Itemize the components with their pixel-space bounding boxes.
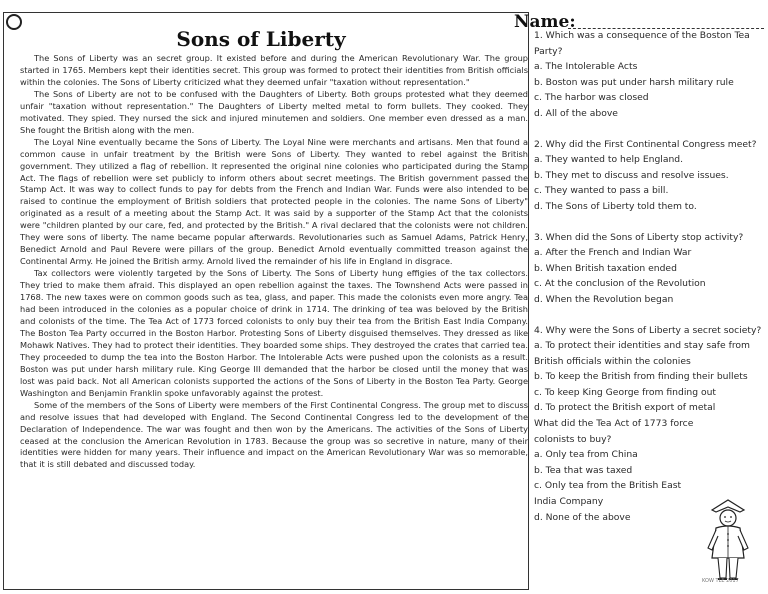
answer-choice[interactable]: a. They wanted to help England. [534, 154, 684, 166]
passage-paragraph: The Loyal Nine eventually became the Sons of Liberty. The Loyal Nine were merchants and artisans. Men that found a common cause in unfair treatment by the British were Sons of Liberty. They wanted to rebel against the British government. They utilized a flag of rebellion. It represented the original nine colonies who participated during the Stamp Act. The flags of rebellion were set publicly to inform others about secret meetings. The British government passed the Stamp Act. It was way to collect funds to pay for debts from the French and Indian War. Funds were also intended to be raised to continue the employment of British soldiers that protected people in the colonies. The name Sons of Liberty" originated as a result of a meeting about the Stamp Act. It was said by a supporter of the Stamp Act that the colonists were "children planted by our care, fed, and protected by the British." A rival declared that the colonists were not children. They were sons of liberty. The name became popular afterwards. Revolutionaries such as Samuel Adams, Patrick Henry, Benedict Arnold and Paul Revere were pillars of the group. Benedict Arnold eventually committed treason against the Continental Army. He joined the British army. Arnold lived the remainder of his life in England in disgrace. [20, 136, 528, 267]
question-5 [534, 416, 702, 525]
name-label: Name: [514, 12, 576, 32]
answer-choice[interactable]: b. Tea that was taxed [534, 464, 633, 476]
illustration-credit: KOW TLE 2017 [702, 578, 739, 584]
question-prompt: What did the Tea Act of 1773 force colonists to buy? [534, 418, 694, 445]
question-prompt: 1. Which was a consequence of the Boston Tea Party? [534, 30, 750, 57]
answer-choice[interactable]: b. They met to discuss and resolve issues. [534, 169, 729, 181]
question-prompt: 4. Why were the Sons of Liberty a secret society? [534, 324, 762, 336]
passage-paragraph: Some of the members of the Sons of Liberty were members of the First Continental Congress. The group met to discuss and resolve issues that had developed with England. The Second Continental Congress led to the development of the Declaration of Independence. The war was fought and then won by the Americans. The activities of the Sons of Liberty ceased at the conclusion the American Revolution in 1783. Because the group was so secretive in nature, many of their identities were hidden for many years. Their influence and impact on the American Revolutionary War was so memorable, that it is still debated and discussed today. [20, 399, 528, 470]
reading-passage-box [3, 12, 529, 590]
passage-paragraph: The Sons of Liberty was an secret group. It existed before and during the American Revolutionary War. The group started in 1765. Members kept their identities secret. This group was formed to protect their identities from British officials within the colonies. The Sons of Liberty criticized what they deemed unfair "taxation without representation." [20, 53, 528, 87]
answer-choice[interactable]: d. The Sons of Liberty told them to. [534, 200, 697, 212]
answer-choice[interactable]: c. To keep King George from finding out [534, 386, 717, 398]
question-2 [534, 137, 766, 215]
answer-choice[interactable]: c. The harbor was closed [534, 92, 649, 104]
passage-paragraph: The Sons of Liberty are not to be confused with the Daughters of Liberty. Both groups protested what they deemed unfair "taxation without representation." The Daughters of Liberty melted metal to form bullets. They cooked. They motivated. They spied. They nursed the sick and injured minutemen and soldiers. One member even dressed as a man. She fought the British along with the men. [20, 88, 528, 135]
answer-choice[interactable]: b. Boston was put under harsh military rule [534, 76, 734, 88]
answer-choice[interactable]: b. To keep the British from finding their bullets [534, 371, 748, 383]
answer-choice[interactable]: a. To protect their identities and stay safe from British officials within the colonies [534, 340, 750, 367]
answer-choice[interactable]: c. Only tea from the British East India Company [534, 480, 682, 508]
answer-choice[interactable]: a. After the French and Indian War [534, 247, 692, 259]
answer-choice[interactable]: b. When British taxation ended [534, 262, 677, 274]
question-prompt: 3. When did the Sons of Liberty stop activity? [534, 231, 744, 243]
answer-choice[interactable]: c. At the conclusion of the Revolution [534, 278, 706, 290]
hole-punch-circle-icon [6, 14, 22, 30]
answer-choice[interactable]: d. To protect the British export of metal [534, 402, 716, 414]
question-4 [534, 323, 766, 417]
colonial-man-illustration [700, 492, 756, 584]
question-1 [534, 28, 766, 122]
answer-choice[interactable]: d. All of the above [534, 107, 618, 119]
passage-paragraph: Tax collectors were violently targeted by the Sons of Liberty. The Sons of Liberty hung effigies of the tax collectors. They tried to make them afraid. This displayed an open rebellion against the taxes. The Townshend Acts were passed in 1768. The new taxes were on common goods such as tea, glass, and paper. This made the colonists even more angry. Tea had been introduced in the colonies as a popular choice of drink in 1714. The drinking of tea was beloved by the British and colonists of the time. The Tea Act of 1773 forced colonists to only buy their tea from the British East India Company. The Boston Tea Party occurred in the Boston Harbor. Protesting Sons of Liberty disguised themselves. They dressed as like Mohawk Natives. They had to protect their identities. They boarded some ships. They destroyed the crates that carried tea. They proceeded to dump the tea into the Boston Harbor. The Intolerable Acts were pushed upon the colonists as a result. Boston was put under harsh military rule. King George III demanded that the harbor be closed until the money that was lost was paid back. Not all American colonists supported the actions of the Sons of Liberty in the Boston Tea Party. George Washington and Benjamin Franklin spoke unfavorably against the protest. [20, 268, 528, 398]
answer-choice[interactable]: d. When the Revolution began [534, 293, 674, 305]
question-prompt: 2. Why did the First Continental Congress meet? [534, 138, 757, 150]
question-column [534, 28, 766, 525]
question-3 [534, 230, 766, 308]
answer-choice[interactable]: a. The Intolerable Acts [534, 61, 638, 73]
answer-choice[interactable]: c. They wanted to pass a bill. [534, 185, 669, 197]
answer-choice[interactable]: a. Only tea from China [534, 449, 638, 461]
answer-choice[interactable]: d. None of the above [534, 511, 631, 523]
page-title: Sons of Liberty [4, 27, 518, 51]
reading-passage [20, 53, 528, 471]
